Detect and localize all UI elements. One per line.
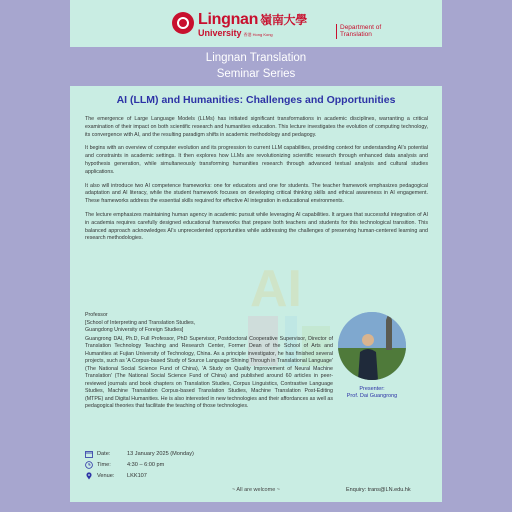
dept-line2: Translation	[340, 31, 372, 39]
abstract-paragraph: The lecture emphasizes maintaining human agency in academic pursuit while leveraging AI capabilities. It argues that successful integration of AI in academia requires carefully designed educational frameworks that prepare both teachers and students for this technological transition. This balanced approach acknowledges AI's unprecedented opportunities while addressing the challenges of preserving human-centered learning and research methodologies.	[85, 211, 428, 242]
speaker-affiliation: [School of Interpreting and Translation Studies,	[85, 319, 196, 326]
university-seal-icon	[172, 12, 194, 34]
presenter-photo	[338, 312, 406, 380]
series-title	[70, 50, 442, 82]
time-value: 4:30 – 6:00 pm	[127, 461, 165, 468]
date-row	[85, 448, 194, 459]
enquiry-contact: Enquiry: trans@LN.edu.hk	[346, 487, 411, 493]
content-card	[70, 86, 442, 502]
speaker-affiliation: Guangdong University of Foreign Studies]	[85, 327, 184, 333]
venue-row	[85, 470, 194, 481]
header-banner	[70, 0, 442, 47]
presenter-name: Prof. Dai Guangrong	[346, 393, 398, 399]
abstract	[85, 116, 428, 249]
calendar-icon	[85, 450, 93, 458]
abstract-paragraph: It begins with an overview of computer evolution and its progression to current LLM capabilities, providing context for understanding AI's potential and constraints in academic settings. It then explores how LLMs are revolutionizing scientific research through enhanced data analysis and hypothesis generation, while simultaneously transforming humanities research through advanced textual analysis and cultural studies applications.	[85, 145, 428, 175]
abstract-paragraph: The emergence of Large Language Models (LLMs) has initiated significant transformations in academic disciplines, warranting a critical examination of their impact on both scientific research and humanities education. This lecture investigates the evolution of computing technology, its convergence with AI, and the resulting paradigm shifts in academic methodology and pedagogy.	[85, 116, 428, 138]
time-label: Time:	[97, 461, 111, 468]
clock-icon	[85, 461, 93, 469]
logo-text-en: Lingnan	[198, 11, 259, 28]
series-line1: Lingnan Translation	[205, 52, 307, 64]
logo-university: University	[198, 28, 242, 38]
dept-line1: Department of	[340, 24, 382, 31]
location-pin-icon	[85, 472, 93, 480]
department-name	[336, 24, 381, 39]
abstract-paragraph: It also will introduce two AI competence frameworks: one for educators and one for students. The teacher framework emphasizes pedagogical adaptation and AI literacy, while the student framework focuses on developing critical thinking skills and ethical awareness in AI engagement. These frameworks address the essential skills required for effective AI integration in educational environments.	[85, 182, 428, 205]
series-line2: Seminar Series	[216, 68, 296, 80]
logo-text-cn: 嶺南大學	[260, 13, 307, 27]
time-row	[85, 459, 194, 470]
logo-hk: 香港 Hong Kong	[243, 32, 273, 37]
date-label: Date:	[97, 450, 111, 457]
speaker-bio-section	[85, 312, 333, 411]
venue-label: Venue:	[97, 472, 115, 479]
venue-value: LKK107	[127, 472, 147, 479]
welcome-note: ~ All are welcome ~	[232, 487, 280, 493]
event-info	[85, 448, 194, 481]
university-logo	[172, 12, 307, 38]
speaker-role: Professor	[85, 312, 108, 318]
seminar-title: AI (LLM) and Humanities: Challenges and Opportunities	[116, 94, 396, 106]
presenter-label: Presenter:	[359, 386, 385, 392]
presenter-caption	[338, 386, 406, 400]
date-value: 13 January 2025 (Monday)	[127, 450, 194, 457]
svg-text:AI: AI	[250, 260, 302, 318]
speaker-bio: Guangrong DAI, Ph.D, Full Professor, PhD Supervisor, Postdoctoral Cooperative Supervisor, Director of Translation Technology Teaching and Research Center, Former Dean of the School of Arts and Humanities at Fujian University of Technology, China. As a principle investigator, he has finished several projects, such as 'A Corpus-based Study of Source Language Shining Through in Translational Language' (The National Social Science Fund of China), 'A Study on Quality Improvement of Neural Machine Translation' (The National Social Science Fund of China) and published around 60 articles in peer-reviewed journals and book chapters on Translation Studies, Corpus Linguistics, Contrastive Language Studies, Machine Translation Corpus-based Translation Studies, Machine Translation Post-Editing (MTPE) and Digital Humanities. He is also interested in new technologies and their affordances as well as pedagogical theories that facilitate the teaching of those technologies.	[85, 335, 333, 409]
